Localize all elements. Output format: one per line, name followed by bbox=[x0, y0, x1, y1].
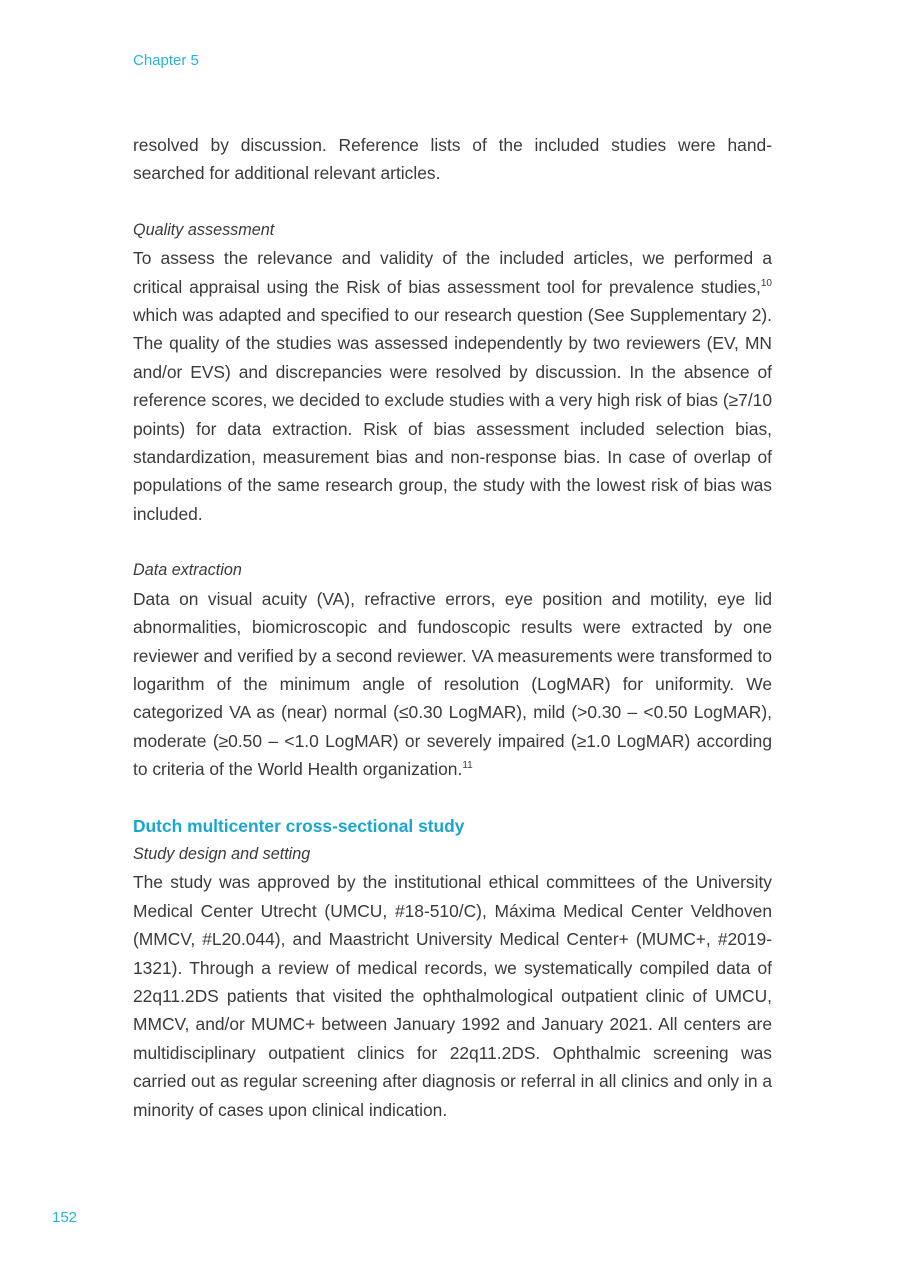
dutch-study-heading: Dutch multicenter cross-sectional study bbox=[133, 815, 465, 836]
extraction-text: Data on visual acuity (VA), refractive errors, eye position and motility, eye lid abnormalities, biomicroscopic and fundoscopic results were extracted by one reviewer and verified by a second reviewer. VA measurements were transformed to logarithm of the minimum angle of resolution (LogMAR) for uniformity. We categorized VA as (near) normal (≤0.30 LogMAR), mild (>0.30 – <0.50 LogMAR), moderate (≥0.50 – <1.0 LogMAR) or severely impaired (≥1.0 LogMAR) according to criteria of the World Health organization. bbox=[133, 588, 772, 780]
quality-text-part2: which was adapted and specified to our research question (See Supplementary 2). The quality of the studies was assessed independently by two reviewers (EV, MN and/or EVS) and discrepancies were resolved by discussion. In the absence of reference scores, we decided to exclude studies with a very high risk of bias (≥7/10 points) for data extraction. Risk of bias assessment included selection bias, standardization, measurement bias and non-response bias. In case of overlap of populations of the same research group, the study with the lowest risk of bias was included. bbox=[133, 305, 772, 524]
page-content bbox=[133, 131, 772, 1124]
reference-superscript: 11 bbox=[462, 760, 473, 772]
spacer bbox=[133, 188, 772, 216]
quality-assessment-paragraph bbox=[133, 244, 772, 528]
quality-assessment-heading: Quality assessment bbox=[133, 220, 275, 239]
study-design-paragraph: The study was approved by the institutional ethical committees of the University Medical Center Utrecht (UMCU, #18-510/C), Máxima Medical Center Veldhoven (MMCV, #L20.044), and Maastricht University Medical Center+ (MUMC+, #2019-1321). Through a review of medical records, we systematically compiled data of 22q11.2DS patients that visited the ophthalmological outpatient clinic of UMCU, MMCV, and/or MUMC+ between January 1992 and January 2021. All centers are multidisciplinary outpatient clinics for 22q11.2DS. Ophthalmic screening was carried out as regular screening after diagnosis or referral in all clinics and only in a minority of cases upon clinical indication. bbox=[133, 872, 772, 1120]
spacer bbox=[133, 528, 772, 556]
intro-paragraph: resolved by discussion. Reference lists of the included studies were hand-searched for additional relevant articles. bbox=[133, 135, 772, 184]
quality-text-part1: To assess the relevance and validity of the included articles, we performed a critical appraisal using the Risk of bias assessment tool for prevalence studies, bbox=[133, 248, 772, 297]
page-number: 152 bbox=[52, 1209, 78, 1226]
data-extraction-heading: Data extraction bbox=[133, 561, 242, 580]
spacer bbox=[133, 784, 772, 812]
data-extraction-paragraph bbox=[133, 585, 772, 784]
study-design-heading: Study design and setting bbox=[133, 844, 311, 863]
running-header: Chapter 5 bbox=[133, 52, 199, 69]
reference-superscript: 10 bbox=[760, 277, 772, 289]
